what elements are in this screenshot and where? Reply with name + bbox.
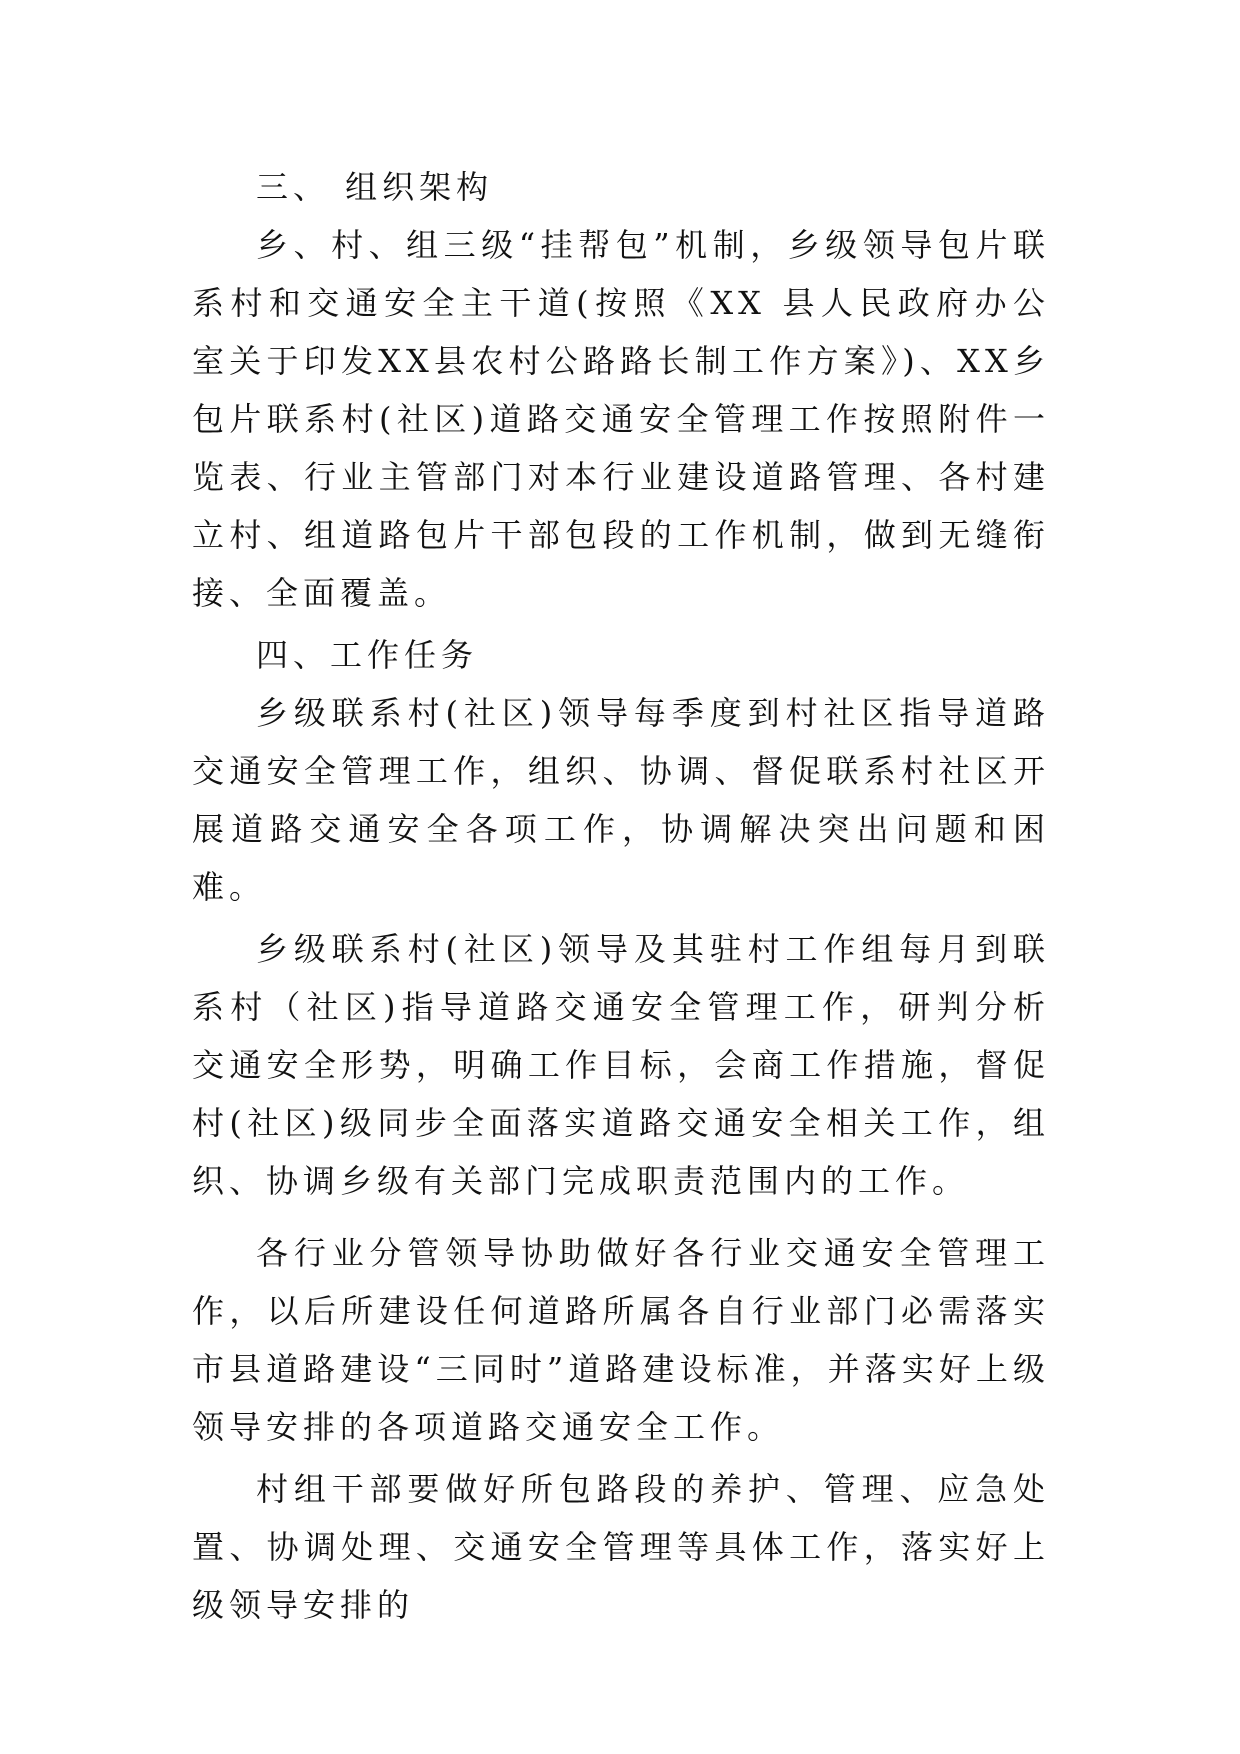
paragraph-village-cadres: 村组干部要做好所包路段的养护、管理、应急处置、协调处理、交通安全管理等具体工作，落实好上级领导安排的	[192, 1470, 1050, 1624]
paragraph-monthly-guidance: 乡级联系村(社区)领导及其驻村工作组每月到联系村（社区)指导道路交通安全管理工作，研判分析交通安全形势，明确工作目标，会商工作措施，督促村(社区)级同步全面落实道路交通安全相关工作，组织、协调乡级有关部门完成职责范围内的工作。	[192, 930, 1050, 1200]
section-heading-organization: 三、 组织架构	[256, 168, 494, 206]
document-page	[192, 158, 1050, 1634]
section-heading-tasks: 四、工作任务	[256, 636, 479, 674]
paragraph-organization-mechanism: 乡、村、组三级“挂帮包”机制，乡级领导包片联系村和交通安全主干道(按照《XX 县人民政府办公室关于印发XX县农村公路路长制工作方案》)、XX乡包片联系村(社区)道路交通安全管理工作按照附件一览表、行业主管部门对本行业建设道路管理、各村建立村、组道路包片干部包段的工作机制，做到无缝衔接、全面覆盖。	[192, 226, 1050, 612]
paragraph-industry-leaders: 各行业分管领导协助做好各行业交通安全管理工作，以后所建设任何道路所属各自行业部门必需落实市县道路建设“三同时”道路建设标准，并落实好上级领导安排的各项道路交通安全工作。	[192, 1234, 1050, 1446]
paragraph-quarterly-guidance: 乡级联系村(社区)领导每季度到村社区指导道路交通安全管理工作，组织、协调、督促联系村社区开展道路交通安全各项工作，协调解决突出问题和困难。	[192, 694, 1050, 906]
